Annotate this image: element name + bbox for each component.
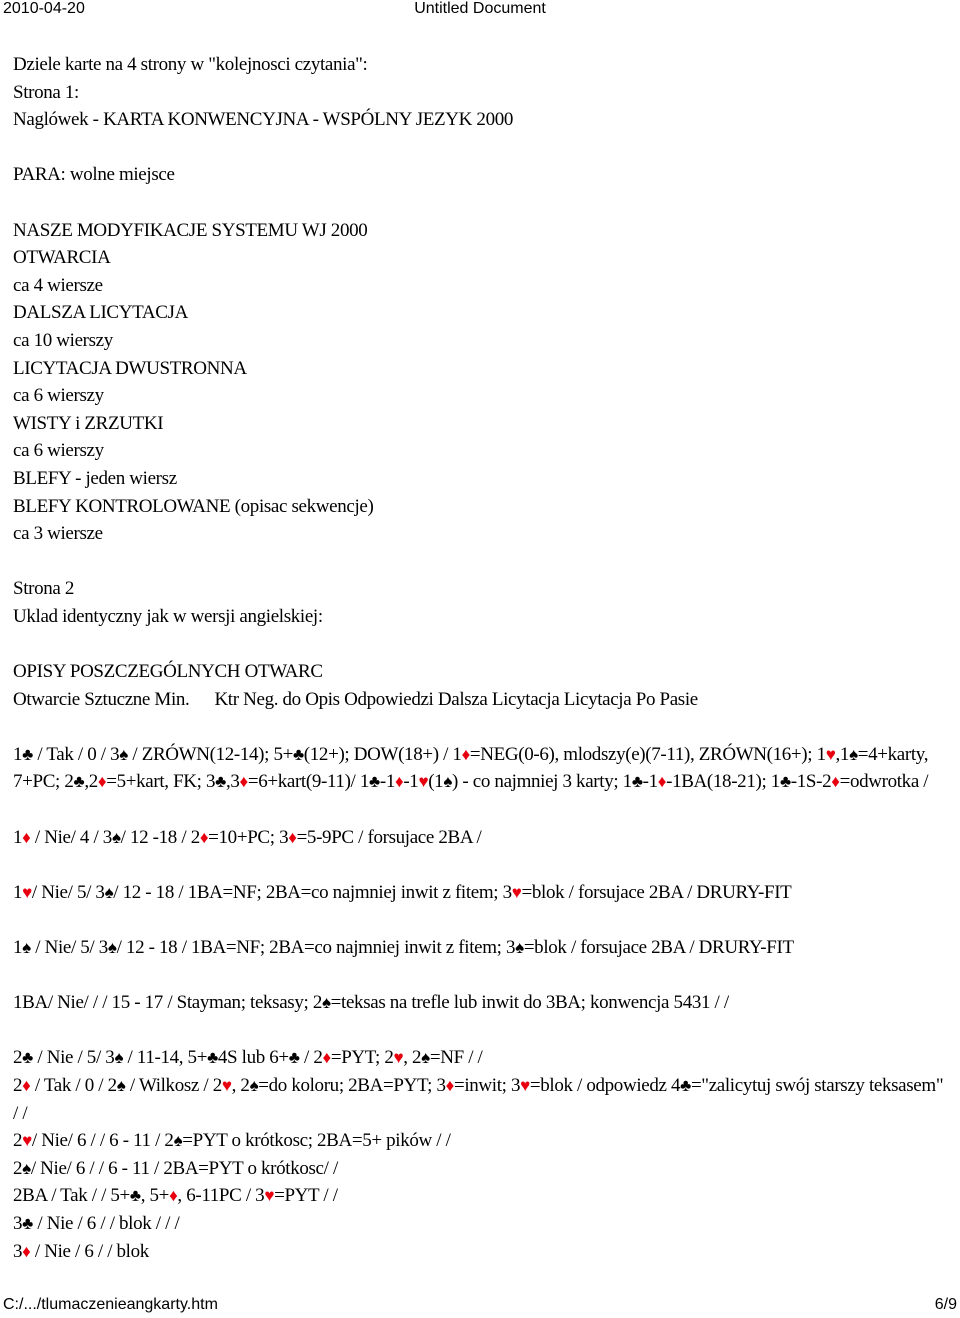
header-title: Untitled Document	[414, 0, 546, 17]
heart-icon: ♥	[511, 882, 522, 902]
bid-1-diamond-description: 1♦ / Nie/ 4 / 3♠/ 12 -18 / 2♦=10+PC; 3♦=5-9PC / forsujace 2BA /	[13, 826, 482, 848]
heart-icon: ♥	[825, 744, 836, 764]
club-icon: ♣	[215, 772, 226, 792]
heart-icon: ♥	[520, 1075, 530, 1095]
blank-line	[13, 851, 948, 879]
bid-2-club-description: 2♣ / Nie / 5/ 3♠ / 11-14, 5+♣4S lub 6+♣ / 2♦=PYT; 2♥, 2♠=NF / /	[13, 1047, 483, 1069]
bid-1-heart-description: 1♥/ Nie/ 5/ 3♠/ 12 - 18 / 1BA=NF; 2BA=co najmniej inwit z fitem; 3♥=blok / forsujace 2BA / DRURY-FIT	[13, 881, 792, 903]
bid-2-heart-description: 2♥/ Nie/ 6 / / 6 - 11 / 2♠=PYT o krótkosc; 2BA=5+ pików / /	[13, 1130, 451, 1152]
club-icon: ♣	[631, 772, 643, 792]
spade-icon: ♠	[22, 938, 31, 957]
spade-icon: ♠	[111, 827, 121, 847]
text-line: BLEFY KONTROLOWANE (opisac sekwencje)	[13, 495, 374, 517]
diamond-icon: ♦	[445, 1075, 454, 1095]
diamond-icon: ♦	[199, 827, 209, 847]
text-line: Dziele karte na 4 strony w "kolejnosci czytania":	[13, 54, 368, 75]
spade-icon: ♠	[116, 1075, 126, 1095]
club-icon: ♣	[207, 1048, 218, 1068]
spade-icon: ♠	[107, 938, 117, 957]
bid-2-spade-description: 2♠/ Nie/ 6 / / 6 - 11 / 2BA=PYT o krótkosc/ /	[13, 1157, 338, 1179]
diamond-icon: ♦	[394, 772, 404, 792]
header-date: 2010-04-20	[3, 0, 85, 17]
diamond-icon: ♦	[239, 772, 248, 792]
print-header	[0, 0, 960, 20]
text-line: DALSZA LICYTACJA	[13, 302, 188, 324]
text-line: Strona 2	[13, 578, 75, 600]
heart-icon: ♥	[22, 882, 32, 902]
text-line: BLEFY - jeden wiersz	[13, 467, 177, 489]
spade-icon: ♠	[249, 1075, 259, 1095]
blank-line	[13, 906, 948, 934]
document-body	[13, 51, 948, 1265]
club-icon: ♣	[129, 1186, 141, 1206]
club-icon: ♣	[22, 1048, 33, 1068]
text-line: LICYTACJA DWUSTRONNA	[13, 357, 247, 379]
blank-line	[13, 189, 948, 217]
diamond-icon: ♦	[22, 1241, 31, 1261]
heading-rest: Ktr Neg. do Opis Odpowiedzi Dalsza Licytacja Licytacja Po Pasie	[214, 688, 698, 710]
diamond-icon: ♦	[22, 1075, 31, 1095]
bid-1nt-description: 1BA/ Nie/ / / 15 - 17 / Stayman; teksasy; 2♠=teksas na trefle lub inwit do 3BA; konwencja 5431 / /	[13, 992, 729, 1014]
blank-line	[13, 962, 948, 990]
blank-line	[13, 713, 948, 741]
blank-line	[13, 796, 948, 824]
diamond-icon: ♦	[288, 827, 297, 847]
club-icon: ♣	[288, 1048, 300, 1068]
bid-3-diamond-description: 3♦ / Nie / 6 / / blok	[13, 1240, 149, 1262]
club-icon: ♣	[22, 1213, 33, 1233]
club-icon: ♣	[680, 1075, 691, 1095]
text-line: ca 6 wierszy	[13, 440, 104, 462]
spade-icon: ♠	[515, 938, 524, 957]
blank-line	[13, 134, 948, 162]
text-line: PARA: wolne miejsce	[13, 164, 175, 186]
text-line: NASZE MODYFIKACJE SYSTEMU WJ 2000	[13, 219, 368, 241]
spade-icon: ♠	[104, 882, 114, 902]
heart-icon: ♥	[22, 1131, 32, 1151]
diamond-icon: ♦	[322, 1048, 331, 1068]
diamond-icon: ♦	[657, 772, 667, 792]
print-footer	[0, 1296, 960, 1316]
club-icon: ♣	[369, 772, 380, 792]
heart-icon: ♥	[264, 1186, 275, 1206]
bid-1-club-description: 1♣ / Tak / 0 / 3♠ / ZRÓWN(12-14); 5+♣(12+); DOW(18+) / 1♦=NEG(0-6), mlodszy(e)(7-11), ZRÓWN(16+); 1♥,1♠=4+karty, 7+PC; 2♣,2♦=5+kart, FK; 3♣,3♦=6+kart(9-11)/ 1♣-1♦-1♥(1♠) - co najmniej 3 karty; 1♣-1♦-1BA(18-21); 1♣-1S-2♦=odwrotka /	[13, 743, 929, 793]
club-icon: ♣	[22, 744, 33, 764]
blank-line	[13, 630, 948, 658]
club-icon: ♣	[779, 772, 791, 792]
bid-3-club-description: 3♣ / Nie / 6 / / blok / / /	[13, 1212, 180, 1234]
blank-line	[13, 1017, 948, 1045]
column-headings	[13, 686, 948, 714]
text-line: WISTY i ZRZUTKI	[13, 412, 164, 434]
spade-icon: ♠	[321, 993, 331, 1013]
spade-icon: ♠	[849, 744, 858, 764]
text-line: Uklad identyczny jak w wersji angielskiej:	[13, 605, 323, 627]
bid-2-diamond-description: 2♦ / Tak / 0 / 2♠ / Wilkosz / 2♥, 2♠=do koloru; 2BA=PYT; 3♦=inwit; 3♥=blok / odpowiedz 4♣="zalicytuj swój starszy teksasem" / /	[13, 1074, 944, 1124]
spade-icon: ♠	[173, 1131, 183, 1151]
diamond-icon: ♦	[831, 772, 840, 792]
spade-icon: ♠	[22, 1158, 31, 1178]
diamond-icon: ♦	[169, 1186, 178, 1206]
diamond-icon: ♦	[97, 772, 107, 792]
club-icon: ♣	[292, 744, 304, 764]
diamond-icon: ♦	[461, 744, 470, 764]
bid-2nt-description: 2BA / Tak / / 5+♣, 5+♦, 6-11PC / 3♥=PYT / /	[13, 1185, 338, 1207]
text-line: ca 3 wiersze	[13, 523, 103, 545]
spade-icon: ♠	[119, 744, 128, 764]
spade-icon: ♠	[443, 772, 453, 792]
bid-1-spade-description: 1♠ / Nie/ 5/ 3♠/ 12 - 18 / 1BA=NF; 2BA=co najmniej inwit z fitem; 3♠=blok / forsujace 2BA / DRURY-FIT	[13, 937, 794, 958]
club-icon: ♣	[73, 772, 85, 792]
footer-path: C:/.../tlumaczenieangkarty.htm	[3, 1296, 218, 1313]
spade-icon: ♠	[421, 1048, 430, 1068]
heart-icon: ♥	[418, 772, 429, 792]
text-line: OTWARCIA	[13, 247, 111, 269]
heading-opening: Otwarcie Sztuczne Min.	[13, 688, 190, 710]
diamond-icon: ♦	[22, 827, 31, 847]
text-line: Naglówek - KARTA KONWENCYJNA - WSPÓLNY JEZYK 2000	[13, 109, 514, 131]
text-line: OPISY POSZCZEGÓLNYCH OTWARC	[13, 661, 323, 683]
text-line: Strona 1:	[13, 81, 79, 103]
heart-icon: ♥	[221, 1075, 232, 1095]
text-line: ca 10 wierszy	[13, 329, 113, 351]
footer-page-number: 6/9	[934, 1296, 957, 1313]
spade-icon: ♠	[114, 1048, 124, 1068]
heart-icon: ♥	[393, 1048, 404, 1068]
text-line: ca 6 wierszy	[13, 385, 104, 407]
text-line: ca 4 wiersze	[13, 274, 103, 296]
blank-line	[13, 548, 948, 576]
